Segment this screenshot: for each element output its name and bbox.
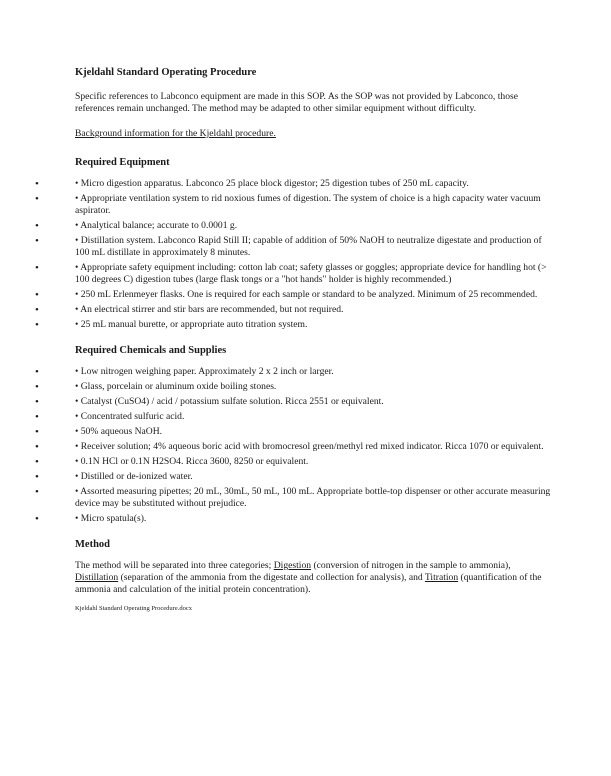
list-item: • • Low nitrogen weighing paper. Approximately 2 x 2 inch or larger.	[35, 366, 334, 378]
list-item: • • Micro digestion apparatus. Labconco 25 place block digestor; 25 digestion tubes of 250 mL capacity.	[35, 178, 469, 190]
bullet-icon: •	[35, 411, 39, 423]
equipment-list	[35, 178, 553, 331]
list-item: • • 50% aqueous NaOH.	[35, 426, 163, 438]
list-item: • • 0.1N HCl or 0.1N H2SO4. Ricca 3600, 8250 or equivalent.	[35, 456, 309, 468]
bullet-icon: •	[35, 366, 39, 378]
list-item: • • Glass, porcelain or aluminum oxide boiling stones.	[35, 381, 277, 393]
list-item: • • Distilled or de-ionized water.	[35, 471, 193, 483]
bullet-icon: •	[35, 471, 39, 483]
list-item: • • Appropriate safety equipment including: cotton lab coat; safety glasses or goggles; appropriate device for handling hot (> 100 degrees C) digestion tubes (large flask tongs or a "hot hands" holder is highly recommended.)	[35, 262, 547, 285]
list-item: • • Analytical balance; accurate to 0.0001 g.	[35, 220, 238, 232]
list-item: • • An electrical stirrer and stir bars are recommended, but not required.	[35, 304, 344, 316]
bullet-icon: •	[35, 262, 39, 274]
titration-term: Titration	[424, 572, 459, 583]
list-item: • • Assorted measuring pipettes; 20 mL, 30mL, 50 mL, 100 mL. Appropriate bottle-top dispenser or other accurate measuring device may be substituted without prejudice.	[35, 486, 551, 509]
list-item: • • Micro spatula(s).	[35, 513, 147, 525]
method-heading: Method	[75, 539, 110, 550]
intro-paragraph: Specific references to Labconco equipment are made in this SOP. As the SOP was not provided by Labconco, those references remain unchanged. The method may be adapted to other similar equipment without difficulty.	[75, 91, 518, 114]
bullet-icon: •	[35, 289, 39, 301]
bullet-icon: •	[35, 304, 39, 316]
list-item: • • 250 mL Erlenmeyer flasks. One is required for each sample or standard to be analyzed. Minimum of 25 recommended.	[35, 289, 538, 301]
bullet-icon: •	[35, 513, 39, 525]
method-paragraph: The method will be separated into three categories; Digestion (conversion of nitrogen in the sample to ammonia), Distillation (separation of the ammonia from the digestate and collection for analysis), and Titration (quantification of the ammonia and calculation of the initial protein concentration).	[75, 560, 542, 595]
list-item: • • Appropriate ventilation system to rid noxious fumes of digestion. The system of choice is a high capacity water vacuum aspirator.	[35, 193, 541, 216]
bullet-icon: •	[35, 441, 39, 453]
bullet-icon: •	[35, 193, 39, 205]
bullet-icon: •	[35, 235, 39, 247]
chemicals-list	[35, 366, 553, 525]
list-item: • • 25 mL manual burette, or appropriate auto titration system.	[35, 319, 308, 331]
background-link[interactable]: Background information for the Kjeldahl procedure.	[75, 128, 276, 139]
list-item: • • Catalyst (CuSO4) / acid / potassium sulfate solution. Ricca 2551 or equivalent.	[35, 396, 384, 408]
bullet-icon: •	[35, 319, 39, 331]
bullet-icon: •	[35, 178, 39, 190]
bullet-icon: •	[35, 220, 39, 232]
chemicals-heading: Required Chemicals and Supplies	[75, 345, 227, 356]
bullet-icon: •	[35, 456, 39, 468]
document-footer: Kjeldahl Standard Operating Procedure.docx	[75, 605, 192, 612]
distillation-term: Distillation	[75, 572, 119, 583]
bullet-icon: •	[35, 396, 39, 408]
digestion-term: Digestion	[273, 560, 312, 571]
list-item: • • Distillation system. Labconco Rapid Still II; capable of addition of 50% NaOH to neutralize digestate and production of 100 mL distillate in approximately 8 minutes.	[35, 235, 542, 258]
bullet-icon: •	[35, 426, 39, 438]
bullet-icon: •	[35, 486, 39, 498]
list-item: • • Receiver solution; 4% aqueous boric acid with bromocresol green/methyl red mixed indicator. Ricca 1070 or equivalent.	[35, 441, 544, 453]
list-item: • • Concentrated sulfuric acid.	[35, 411, 185, 423]
equipment-heading: Required Equipment	[75, 157, 170, 168]
document-title: Kjeldahl Standard Operating Procedure	[75, 67, 257, 78]
bullet-icon: •	[35, 381, 39, 393]
